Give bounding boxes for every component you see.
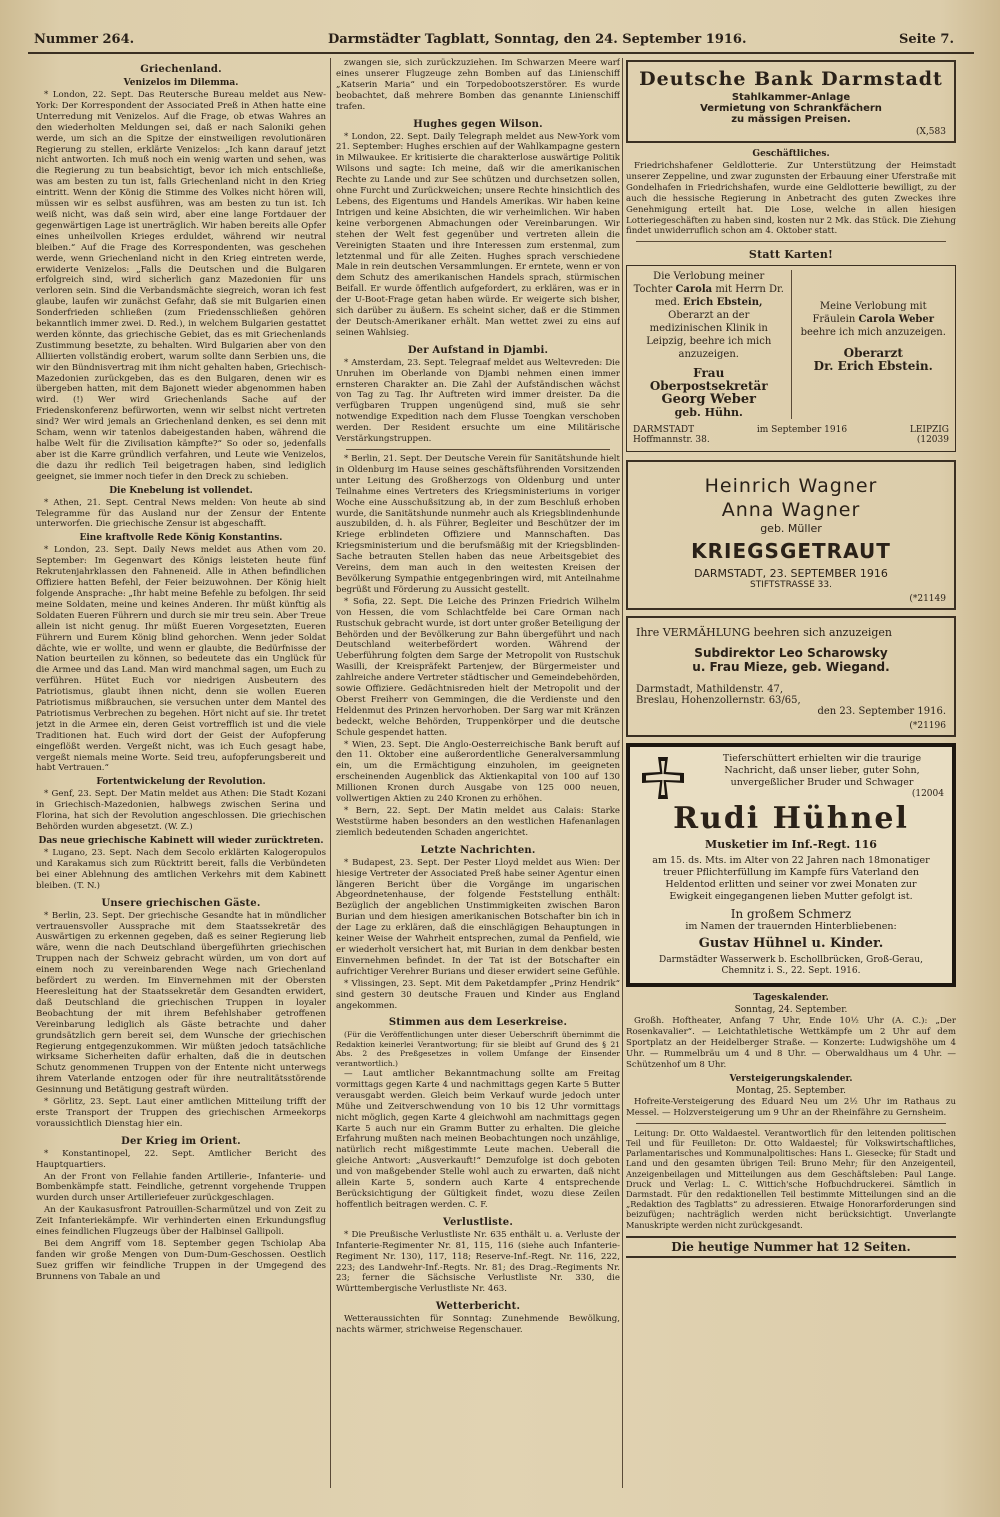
masthead [28, 30, 974, 54]
obituary-grief: In großem Schmerz [730, 907, 852, 922]
article-paragraph: — Laut amtlicher Bekanntmachung sollte am Freitag vormittags gegen Karte 4 und nachmittags gegen Karte 5 Butter verausgabt werden. Gleich beim Verkauf wurde jedoch unter Mühe und Zeitverschwendung von 10 bis 12 Uhr vormittags nicht möglich, gegen Karte 4 gleichwohl am nachmittags gegen Karte 5 auch nur ein Gramm Butter zu erhalten. Die gleiche Erfahrung mußten nach meinen Beobachtungen noch unzählige, natürlich recht mißgestimmte Leute machen. Ueberall die gleiche Antwort: „Ausverkauft!“ Demzufolge ist doch geboten und von maßgebender Stelle wohl auch zu erwarten, daß nicht allein Karte 5, sondern auch Karte 4 entsprechende Berücksichtigung der Gültigkeit findet, wozu diese Zeilen hoffentlich beitragen werden. C. F. [336, 1069, 620, 1210]
column-divider [330, 58, 331, 1488]
divider [346, 449, 610, 450]
column-2 [336, 58, 620, 1493]
bank-line-1: Stahlkammer-Anlage [731, 92, 851, 103]
article-paragraph: An der Front von Fellahie fanden Artillerie-, Infanterie- und Bombenkämpfe statt. Feindliche, getrennt vorgehende Truppen wurden durch unser Artilleriefeuer zurückgeschlagen. [36, 1171, 326, 1204]
sign-3: geb. Hühn. [674, 406, 743, 420]
article-paragraph: * Berlin, 23. Sept. Der griechische Gesandte hat in mündlicher vertrauensvoller Aussprache mit dem Staatssekretär des Auswärtigen zu erkennen gegeben, daß es seiner Regierung lieb wäre, wenn die nach Deutschland übergeführten griechischen Truppen nach der Schweiz gebracht würden, um von dort auf einem noch zu vereinbarenden Wege nach Griechenland befördert zu werden. Im Einvernehmen mit der Obersten Heeresleitung hat der Staatssekretär dem Gesandten erwidert, daß Deutschland die griechischen Truppen in loyaler Beobachtung der mit ihrem Befehlshaber getroffenen Vereinbarung lediglich als Gäste betrachte und daher grundsätzlich gern bereit sei, dem Wunsche der griechischen Regierung entgegenzukommen. Wir müßten jedoch tatsächliche wirksame Sicherheiten dafür erhalten, daß die in deutschen Schutz genommenen Truppen von der Entente nicht unterwegs ihrem Vaterlande entzogen oder für ihre neutralitätsstörende Gesinnung und Betätigung gestraft würden. [36, 910, 326, 1096]
article-heading: Der Aufstand in Djambi. [407, 344, 549, 356]
wedding-date: den 23. September 1916. [817, 706, 946, 718]
bank-ad [626, 60, 956, 143]
article-heading: Wetterbericht. [435, 1301, 521, 1313]
business-heading: Geschäftliches. [752, 149, 830, 159]
obituary-ad [626, 743, 956, 987]
bride-name-right: Carola Weber [858, 314, 935, 326]
sign-1: Frau Oberpostsekretär [649, 366, 768, 394]
article-subheading: Eine kraftvolle Rede König Konstantins. [79, 533, 283, 544]
article-heading: Hughes gegen Wilson. [413, 118, 543, 130]
obituary-text: am 15. ds. Mts. im Alter von 22 Jahren nach 18monatiger treuer Pflichterfüllung im Kampfe fürs Vaterland den Heldentod erlitten und seiner vor zwei Monaten zur Ewigkeit eingegangenen lieben Mutter gefolgt ist. [652, 855, 930, 903]
wedding-street: STIFTSTRASSE 33. [750, 580, 832, 591]
engagement-date: im September 1916 [756, 425, 848, 436]
article-paragraph: * Vlissingen, 23. Sept. Mit dem Paketdampfer „Prinz Hendrik“ sind gestern 30 deutsche Frauen und Kinder aus England angekommen. [336, 978, 620, 1011]
article-paragraph: * Athen, 21. Sept. Central News melden: Von heute ab sind Telegramme für das Ausland nur der Zensur der Entente unterworfen. Die griechische Zensur ist abgeschafft. [36, 497, 326, 530]
ad-code: (12039 [916, 435, 949, 446]
auction-calendar-text: Hofreite-Versteigerung des Eduard Neu um 2½ Uhr im Rathaus zu Messel. — Holzversteigerung um 9 Uhr an der Rheinfähre zu Gernsheim. [626, 1096, 956, 1118]
ad-code: (*21149 [909, 594, 946, 605]
article-paragraph: Bei dem Angriff vom 18. September gegen Tschiolap Aba fanden wir große Mengen von Dum-Dum-Geschossen. Oestlich Suez griffen wir feindliche Truppen in der Umgegend des Brunnens von Tabale an und [36, 1239, 326, 1282]
day-calendar-text: Großh. Hoftheater, Anfang 7 Uhr, Ende 10½ Uhr (A. C.): „Der Rosenkavalier“. — Leichtathletische Wettkämpfe um 2 Uhr auf dem Sportplatz an der Heidelberger Straße. — Konzerte: Ludwigshöhe um 4 Uhr. — Rummelbräu um 4 und 8 Uhr. — Oberwaldhaus um 4 Uhr. — Schützenhof um 8 Uhr. [626, 1016, 956, 1070]
article-subheading: Das neue griechische Kabinett will wieder zurücktreten. [38, 836, 324, 846]
bank-line-2: Vermietung von Schrankfächern [700, 103, 882, 114]
wedding-place-date: DARMSTADT, 23. SEPTEMBER 1916 [694, 567, 888, 581]
day-calendar-heading: Tageskalender. [753, 993, 829, 1004]
article-heading: Verlustliste. [442, 1216, 514, 1228]
article-heading: Unsere griechischen Gäste. [101, 897, 261, 909]
article-heading: Letzte Nachrichten. [420, 844, 536, 856]
bride-name-wagner: Anna Wagner [721, 499, 861, 522]
article-paragraph: * Wien, 23. Sept. Die Anglo-Oesterreichische Bank beruft auf den 11. Oktober eine außerordentliche Generalversammlung ein, um die Ermächtigung einzuholen, im geeigneten erscheinenden Augenblick das Aktienkapital von 100 auf 130 Millionen Kronen durch Ausgabe von 125 000 neuen, vollwertigen Aktien zu 240 Kronen zu erhöhen. [336, 739, 620, 805]
address-2: Breslau, Hohenzollernstr. 63/65, [636, 695, 801, 707]
auction-calendar-heading: Versteigerungskalender. [729, 1073, 853, 1084]
article-paragraph: * Sofia, 22. Sept. Die Leiche des Prinzen Friedrich Wilhelm von Hessen, die vom Schlachtfelde bei Care Orman nach Rustschuk gebracht wurde, ist dort unter großer Beteiligung der Behörden und der Bevölkerung zur Bahn übergeführt und nach Deutschland weiterbefördert worden. Während der Ueberführung folgten dem Sarge der Metropolit von Rustschuk Wasilli, der Kreispräfekt Partenjew, der Bürgermeister und zahlreiche andere Vertreter städtischer und Gemeindebehörden, sowie Offiziere. Gedächtnisreden hielt der Metropolit und der Oberst Freiherr von Gemmingen, die die Verdienste und den Heldenmut des Prinzen hervorhoben. Der Sarg war mit Kränzen bedeckt, welche Behörden, Truppenkörper und die deutsche Schule gespendet hatten. [336, 596, 620, 738]
engagement-right-text-2: beehre ich mich anzuzeigen. [800, 327, 946, 339]
article-paragraph: * Berlin, 21. Sept. Der Deutsche Verein für Sanitätshunde hielt in Oldenburg im Hause seines geschäftsführenden Vorsitzenden unter Leitung des Großherzogs von Oldenburg und unter Teilnahme eines Vertreters des Kriegsministeriums in voriger Woche eine Ausschußsitzung ab, in der zum Beschluß erhoben wurde, die Sanitätshunde nunmehr auch als Kriegsblindenhunde auszubilden, d. h. als Führer, Begleiter und Beschützer der im Kriege erblindeten Offiziere und Mannschaften. Das Kriegsministerium und die berufsmäßig mit der Kriegsblinden-Sache betrauten Stellen haben das neue Arbeitsgebiet des Vereins, dem man auch in den weitesten Kreisen der Bevölkerung Sympathie entgegenbringen wird, mit Anteilnahme begrüßt und Förderung zu Aussicht gestellt. [336, 454, 620, 595]
issue-number: Nummer 264. [34, 32, 135, 47]
engagement-footer-2 [633, 435, 949, 445]
article-paragraph: An der Kaukasusfront Patrouillen-Scharmützel und von Zeit zu Zeit Infanteriekämpfe. Wir verhinderten einen Erkundungsflug eines feindlichen Flugzeugs über der Halbinsel Gallipoli. [36, 1205, 326, 1238]
engagement-left-text-3: Oberarzt an der medizinischen Klinik in Leipzig, beehre ich mich anzuzeigen. [646, 310, 772, 361]
article-paragraph: * London, 22. Sept. Das Reutersche Bureau meldet aus New-York: Der Korrespondent der Associated Preß in Athen hatte eine Unterredung mit Venizelos. Auf die Frage, ob etwas Wahres an den wiederholten Meldungen sei, daß er nach Saloniki gehen werde, um sich an die Spitze der einstweiligen revolutionären Regierung zu stellen, erklärte Venizelos: „Ich kann darauf jetzt nicht antworten. Ich muß noch ein wenig warten und sehen, was die Regierung zu tun beabsichtigt, bevor ich mich entschließe, was am besten zu tun ist, falls Griechenland nicht in den Krieg eintritt. Wenn der König die Stimme des Volkes nicht hören will, müssen wir es selbst ausführen, was am besten zu tun ist. Ich weiß nicht, was daß sein wird, aber eine lange Fortdauer der gegenwärtigen Lage ist unerträglich. Wir haben bereits alle Opfer eines unheilvollen Krieges erduldet, während wir neutral bleiben.“ Auf die Frage des Korrespondenten, was geschehen werde, wenn Griechenland nicht in den Krieg eintreten werde, erwiderte Venizelos: „Falls die Deutschen und die Bulgaren erfolgreich sind, wird sicherlich ganz Mazedonien für uns verloren sein. Sind die Verbandsmächte siegreich, woran ich fest glaube, laufen wir zunächst Gefahr, daß sie mit Bulgarien einen Sonderfrieden schließen (zum Friedensschließen gehören bekanntlich immer zwei. D. Red.), in welchem Bulgarien gestattet werden könnte, das griechische Gebiet, das es mit Griechenlands Zustimmung besetzte, zu behalten. Wird Bulgarien aber von den Alliierten vollständig erobert, warum sollte dann Serbien uns, die wir den Bündnisvertrag mit ihm nicht gehalten haben, Griechisch-Mazedonien zurückgeben, das es den Bulgaren, denen wir es übergeben hatten, mit dem Bajonett wieder abgenommen haben wird. (!) Wer wird Griechenlands Sache auf der Friedenskonferenz befürworten, wenn wir selbst nicht vertreten sind? Wer wird jemals an Griechenland denken, es sei denn mit Scham, wenn wir tatenlos dabeigestanden haben, während die halbe Welt für die Zivilisation kämpfte?“ So oder so, jedenfalls aber ist die Karre gründlich verfahren, und Leute wie Venizelos, die dazu ihr redlich Teil beigetragen haben, sind lediglich geeignet, sie immer noch tiefer in den Dreck zu schieben. [36, 90, 326, 482]
bride-scharowsky: u. Frau Mieze, geb. Wiegand. [692, 660, 890, 675]
sign-2: Georg Weber [661, 392, 757, 408]
article-heading: Der Krieg im Orient. [121, 1135, 241, 1147]
city-left: DARMSTADT [633, 425, 695, 436]
groom-scharowsky: Subdirektor Leo Scharowsky [694, 646, 888, 661]
day-calendar-date: Sonntag, 24. September. [734, 1005, 848, 1016]
article-heading: Stimmen aus dem Leserkreise. [388, 1017, 568, 1029]
divider [636, 1123, 946, 1124]
article-paragraph: zwangen sie, sich zurückzuziehen. Im Schwarzen Meere warf eines unserer Flugzeuge zehn Bomben auf das Linienschiff „Katserin Maria“ und ein Torpedobootszerstörer. Es wurde beobachtet, daß mehrere Bomben das genannte Linienschiff trafen. [336, 58, 620, 112]
deceased-rank: Musketier im Inf.-Regt. 116 [705, 838, 877, 852]
article-paragraph: * Budapest, 23. Sept. Der Pester Lloyd meldet aus Wien: Der hiesige Vertreter der Associated Preß habe seiner Agentur einen längeren Bericht über die Vorgänge im ungarischen Abgeordnetenhause, der folgende Feststellung enthält: Bezüglich der angeblichen Unstimmigkeiten zwischen Baron Burian und dem hiesigen amerikanischen Botschafter bin ich in der Lage zu erklären, daß die einschlägigen Behauptungen in keiner Weise der Wahrheit entsprechen, zumal da Penfield, wie er wiederholt versichert hat, mit Burian in dem denkbar besten Einvernehmen befindet. In der Tat ist der Botschafter ein aufrichtiger Verehrer Burians und dieser erwidert seine Gefühle. [336, 857, 620, 977]
article-paragraph: * London, 22. Sept. Daily Telegraph meldet aus New-York vom 21. September: Hughes erschien auf der Wahlkampagne gestern in Milwaukee. Er kritisierte die charakterlose auswärtige Politik Wilsons und sagte: Ich meine, daß wir die amerikanischen Rechte zu Lande und zur See schützen und durchsetzen sollen, ohne Furcht und Zurückweichen; unsere Rechte hinsichtlich des Lebens, des Eigentums und Handels Amerikas. Wir haben keine Intrigen und keine Absichten, die wir verheimlichen. Wir haben keine verborgenen Abmachungen oder Vereinbarungen. Wir stehen der Welt fest gegenüber und vertreten allein die Vereinigten Staaten und ihre Interessen zum erstenmal, zum letztenmal und für alle Zeiten. Hughes sprach verschiedene Male in rein deutschen Versammlungen. Er erntete, wenn er von dem Schutz des amerikanischen Handels sprach, stürmischen Beifall. Er wurde öffentlich aufgefordert, zu erklären, was er in der U-Boot-Frage getan haben würde. Er weigerte sich bisher, sich darüber zu äußern. Es scheint sicher, daß er die Stimmen der Deutsch-Amerikaner erhält. Man wettet zwei zu eins auf seinen Wahlsieg. [336, 131, 620, 338]
business-text: Friedrichshafener Geldlotterie. Zur Unterstützung der Heimstadt unserer Zeppeline, und zwar zugunsten der Erbauung einer Uferstraße mit Gondelhafen in Friedrichshafen, wurde eine Geldlotterie bewilligt, zu der auch die hessische Regierung in Anbetracht des guten Zweckes ihre Genehmigung erteilt hat. Die Lose, welche in allen hiesigen Lotteriegeschäften zu haben sind, kosten nur 2 Mk. das Stück. Die Ziehung findet unwiderruflich schon am 4. Oktober statt. [626, 161, 956, 237]
street: Hoffmannstr. 38. [633, 435, 710, 446]
wedding-ad-wagner [626, 460, 956, 610]
engagement-columns [633, 270, 949, 419]
groom-name: Erich Ebstein, [683, 297, 763, 309]
article-paragraph: * Bern, 22. Sept. Der Matin meldet aus Calais: Starke Weststürme haben besonders an den westlichen Hafenanlagen ziemlich bedeutenden Schaden angerichtet. [336, 806, 620, 838]
page-number: Seite 7. [899, 32, 954, 47]
engagement-left-text-1: Die Verlobung meiner Tochter [633, 271, 765, 296]
bride-name: Carola [675, 284, 713, 296]
article-paragraph: * Die Preußische Verlustliste Nr. 635 enthält u. a. Verluste der Infanterie-Regimenter Nr. 81, 115, 116 (siehe auch Infanterie-Regiment Nr. 130), 117, 118; Reserve-Inf.-Regt. Nr. 116, 222, 223; des Landwehr-Inf.-Regts. Nr. 81; des Drag.-Regiments Nr. 23; ferner die Sächsische Verlustliste Nr. 330, die Württembergische Verlustliste Nr. 463. [336, 1229, 620, 1295]
engagement-heading: Statt Karten! [748, 248, 834, 262]
ad-code: (*21196 [909, 721, 946, 732]
wedding-ad-scharowsky [626, 616, 956, 737]
ad-code: (X,583 [916, 127, 946, 137]
right-sign-2: Dr. Erich Ebstein. [813, 359, 933, 374]
obituary-intro: Tieferschüttert erhielten wir die traurige Nachricht, daß unser lieber, guter Sohn, unvergeßlicher Bruder und Schwager [722, 753, 922, 789]
auction-calendar-date: Montag, 25. September. [735, 1085, 847, 1096]
obituary-sign: Gustav Hühnel u. Kinder. [698, 936, 884, 952]
right-sign-1: Oberarzt [843, 346, 903, 361]
article-paragraph: Wetteraussichten für Sonntag: Zunehmende Bewölkung, nachts wärmer, strichweise Regenschauer. [336, 1314, 620, 1336]
groom-name-wagner: Heinrich Wagner [704, 475, 878, 498]
article-paragraph: * London, 23. Sept. Daily News meldet aus Athen vom 20. September: Im Gegenwart des Königs leisteten heute fünf Rekrutenjahrklassen den Fahneneid. Alle in Athen befindlichen Offiziere hatten Befehl, der Feier beizuwohnen. Der König hielt folgende Ansprache: „Ihr habt meine Befehle zu befolgen. Ihr seid meine Soldaten, meine und keines Anderen. Ihr müßt künftig als Soldaten Eueren Führern und durch sie mir treu sein. Aber Treue allein ist nicht genug. Ihr müßt Eueren Vorgesetzten, Eueren Führern und Eurem König blind gehorchen. Wenn jeder Soldat dächte, wie er wollte, und wenn er glaubte, die Bedürfnisse der Nation beurteilen zu können, so bedeutete das ein Unglück für die Armee und das Land. Man wird manchmal sagen, um Euch zu verführen. Hütet Euch vor niedrigen Ausbeutern des Patriotismus, glaubt ihnen nicht, denn sie wollen Eueren Patriotismus mißbrauchen, sie versuchen unter dem Mantel des Patriotismus Verbrechen zu begehen. Hört nicht auf sie. Ihr tretet jetzt in die Armee ein, deren Geist vortrefflich ist und die viele Traditionen hat. Euch wird dort der Geist der Aufopferung eingeflößt werden. Vergeßt nicht, was ich Euch gesagt habe, vergeßt niemals meine Worte. Seid treu, aufopferungsbereit und habt Vertrauen.“ [36, 545, 326, 774]
article-subheading: Venizelos im Dilemma. [123, 78, 239, 88]
war-wedding-title: KRIEGSGETRAUT [691, 539, 891, 564]
column-1 [36, 58, 326, 1493]
ad-code: (12004 [911, 789, 944, 800]
article-heading: Griechenland. [140, 64, 222, 75]
iron-cross-icon [640, 755, 686, 801]
paper-title-date: Darmstädter Tagblatt, Sonntag, den 24. September 1916. [328, 32, 747, 47]
editorial-note: (Für die Veröffentlichungen unter dieser Ueberschrift übernimmt die Redaktion keinerlei Verantwortung; für sie bleibt auf Grund des § 21 Abs. 2 des Preßgesetzes in vollem Umfange der Einsender verantwortlich.) [336, 1030, 620, 1068]
bank-title: Deutsche Bank Darmstadt [639, 68, 943, 90]
page-count-notice: Die heutige Nummer hat 12 Seiten. [626, 1236, 956, 1258]
column-divider [622, 58, 623, 1488]
engagement-right-text-1: Meine Verlobung mit Fräulein [812, 301, 927, 326]
column-3-ads [626, 58, 956, 1493]
article-paragraph: * Genf, 23. Sept. Der Matin meldet aus Athen: Die Stadt Kozani in Griechisch-Mazedonien, halbwegs zwischen Serina und Florina, hat sich der Revolution angeschlossen. Die griechischen Behörden wurden abgesetzt. (W. Z.) [36, 789, 326, 833]
article-paragraph: * Görlitz, 23. Sept. Laut einer amtlichen Mitteilung trifft der erste Transport der Truppen des griechischen Armeekorps voraussichtlich Dienstag hier ein. [36, 1097, 326, 1129]
bank-line-3: zu mässigen Preisen. [731, 114, 851, 125]
obituary-family: im Namen der trauernden Hinterbliebenen: [685, 921, 897, 933]
impressum: Leitung: Dr. Otto Waldaestel. Verantwortlich für den leitenden politischen Teil und für Feuilleton: Dr. Otto Waldaestel; für Volkswirtschaftliches, Parlamentarisches und Kommunalpolitisches: Hans L. Giesecke; für Stadt und Land und den gesamten übrigen Teil: Bruno Mehr; für den Anzeigenteil, Anzeigenbeilagen und Mitteilungen aus dem Geschäftsleben: Paul Lange. Druck und Verlag: L. C. Wittich'sche Hofbuchdruckerei. Sämtlich in Darmstadt. Für den redaktionellen Teil bestimmte Mitteilungen sind an die „Redaktion des Tagblatts“ zu adressieren. Etwaige Honorarforderungen sind beizufügen; nachträglich werden nicht berücksichtigt. Unverlangte Manuskripte werden nicht zurückgesandt. [626, 1127, 956, 1230]
bride-born: geb. Müller [760, 522, 822, 536]
engagement-left [633, 270, 792, 419]
article-paragraph: * Lugano, 23. Sept. Nach dem Secolo erklärten Kalogeropulos und Karakamus sich zum Rücktritt bereit, falls die Verbündeten bei einer Ablehnung des amtlichen Verkehrs mit dem Kabinett bleiben. (T. N.) [36, 848, 326, 891]
article-paragraph: * Konstantinopel, 22. Sept. Amtlicher Bericht des Hauptquartiers. [36, 1148, 326, 1170]
article-subheading: Die Knebelung ist vollendet. [109, 485, 253, 496]
deceased-name: Rudi Hühnel [673, 801, 909, 837]
announcement-line: Ihre VERMÄHLUNG beehren sich anzuzeigen [636, 626, 893, 640]
article-subheading: Fortentwickelung der Revolution. [96, 777, 266, 788]
engagement-ad [626, 265, 956, 452]
article-paragraph: * Amsterdam, 23. Sept. Telegraaf meldet aus Weltevreden: Die Unruhen im Oberlande von Djambi nehmen einen immer ernsteren Charakter an. Die Zahl der Aufständischen wächst von Tag zu Tag. Ihr Auftreten wird immer dreister. Da die verfügbaren Truppen ungenügend sind, muß sie sehr notwendige Expedition nach dem Flusse Toengkan verschoben werden. Der Resident ersuchte um eine Militärische Verstärkungstruppen. [336, 357, 620, 445]
address-1: Darmstadt, Mathildenstr. 47, [636, 684, 784, 696]
obituary-place: Darmstädter Wasserwerk b. Eschollbrücken, Groß-Gerau, Chemnitz i. S., 22. Sept. 1916. [659, 955, 923, 977]
engagement-left-text-2: mit Herrn Dr. med. [655, 284, 784, 309]
city-right: LEIPZIG [909, 425, 949, 436]
engagement-footer [633, 425, 949, 435]
divider [636, 241, 946, 242]
engagement-right [792, 270, 950, 419]
